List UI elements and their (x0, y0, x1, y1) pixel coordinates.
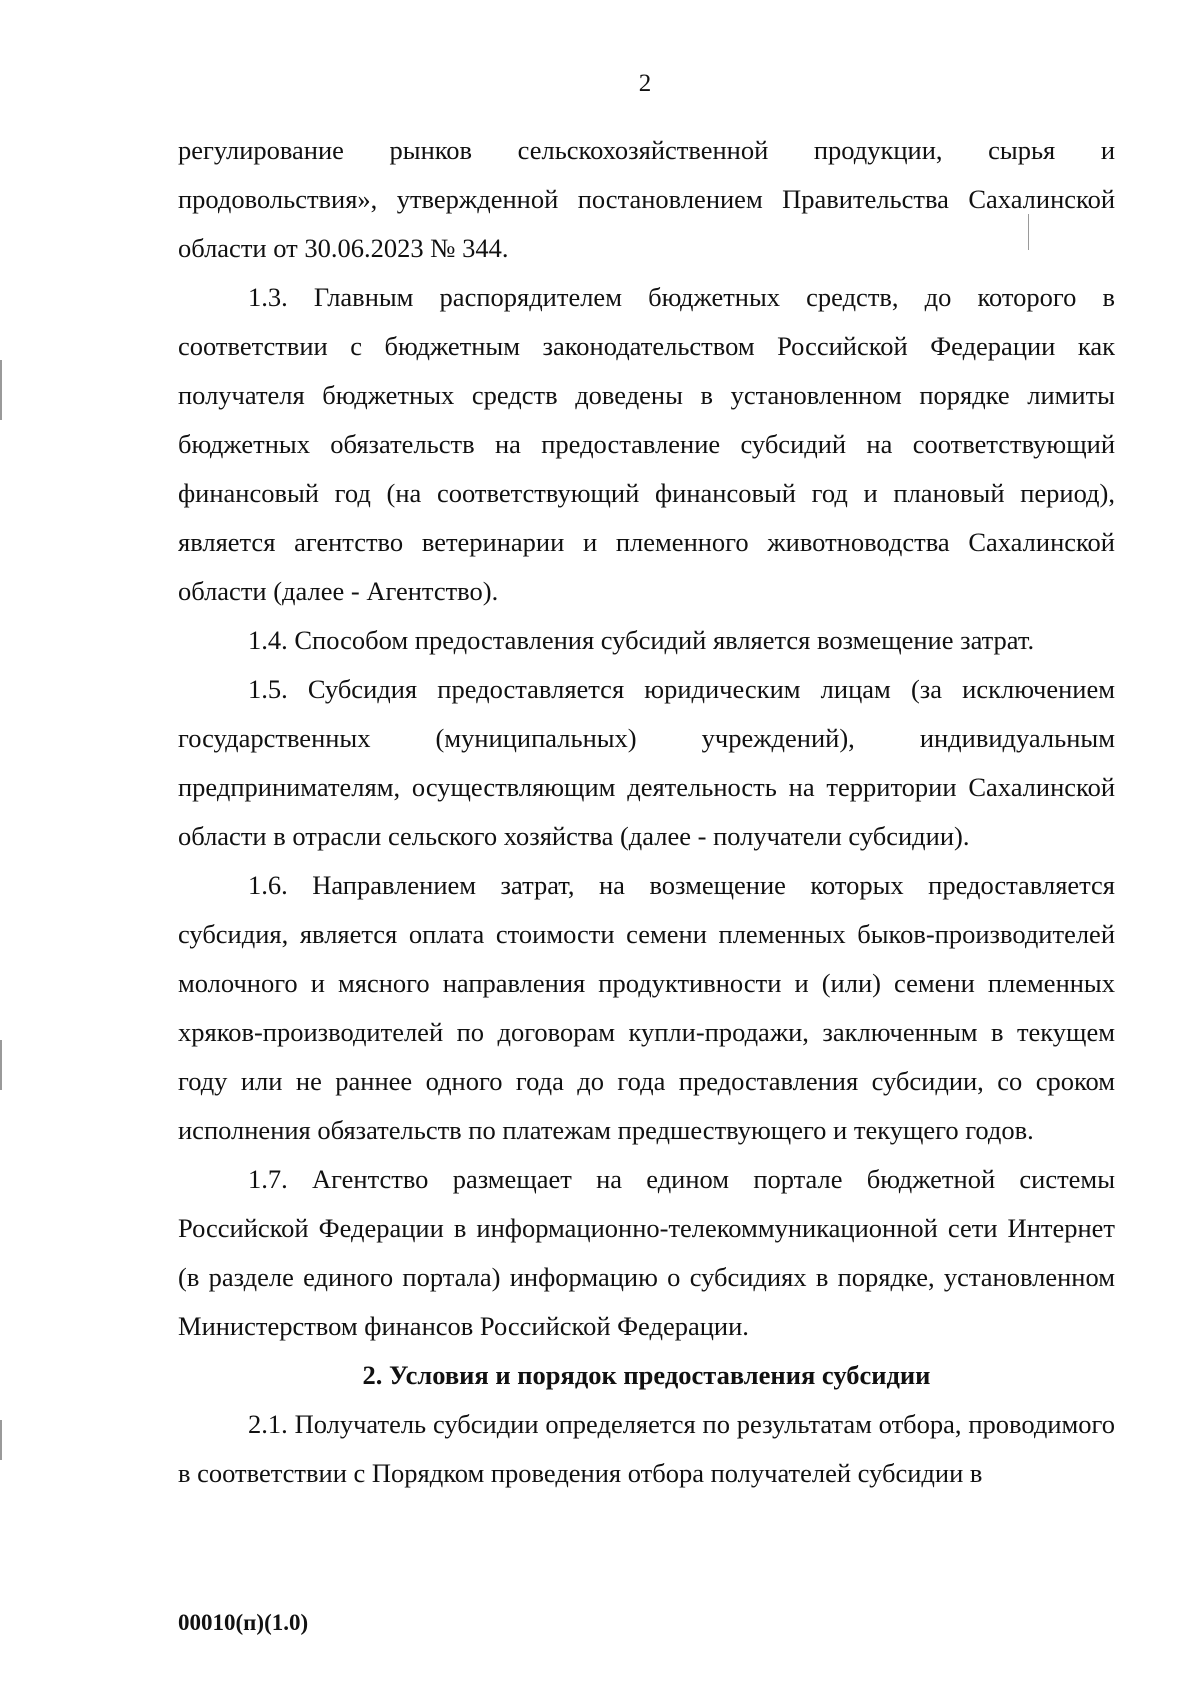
scan-mark-left-bottom (0, 1420, 2, 1460)
paragraph-1-7: 1.7. Агентство размещает на едином портале бюджетной системы Российской Федерации в информационно-телекоммуникационной сети Интернет (в разделе единого портала) информацию о субсидиях в порядке, установленном Министерством финансов Российской Федерации. (178, 1164, 1115, 1341)
paragraph-1-3: 1.3. Главным распорядителем бюджетных средств, до которого в соответствии с бюджетным законодательством Российской Федерации как получателя бюджетных средств доведены в установленном порядке лимиты бюджетных обязательств на предоставление субсидий на соответствующий финансовый год (на соответствующий финансовый год и плановый период), является агентство ветеринарии и племенного животноводства Сахалинской области (далее - Агентство). (178, 282, 1115, 606)
paragraph-1-4: 1.4. Способом предоставления субсидий является возмещение затрат. (248, 625, 1035, 655)
paragraph-1-6: 1.6. Направлением затрат, на возмещение которых предоставляется субсидия, является оплата стоимости семени племенных быков-производителей молочного и мясного направления продуктивности и (или) семени племенных хряков-производителей по договорам купли-продажи, заключенным в текущем году или не раннее одного года до года предоставления субсидии, со сроком исполнения обязательств по платежам предшествующего и текущего годов. (178, 870, 1115, 1145)
document-code: 00010(п)(1.0) (178, 1610, 309, 1635)
paragraph-continuation: регулирование рынков сельскохозяйственной продукции, сырья и продовольствия», утвержденной постановлением Правительства Сахалинской области от 30.06.2023 № 344. (178, 135, 1115, 263)
section-2-heading: 2. Условия и порядок предоставления субсидии (362, 1360, 931, 1390)
scan-mark-margin (1028, 214, 1029, 250)
scan-mark-left-mid (0, 1040, 2, 1090)
paragraph-2-1: 2.1. Получатель субсидии определяется по результатам отбора, проводимого в соответствии с Порядком проведения отбора получателей субсидии в (178, 1409, 1115, 1488)
scan-mark-left-top (0, 360, 2, 420)
document-body (178, 126, 1115, 1498)
paragraph-1-5: 1.5. Субсидия предоставляется юридическим лицам (за исключением государственных (муниципальных) учреждений), индивидуальным предпринимателям, осуществляющим деятельность на территории Сахалинской области в отрасли сельского хозяйства (далее - получатели субсидии). (178, 674, 1115, 851)
page-number: 2 (638, 70, 652, 97)
